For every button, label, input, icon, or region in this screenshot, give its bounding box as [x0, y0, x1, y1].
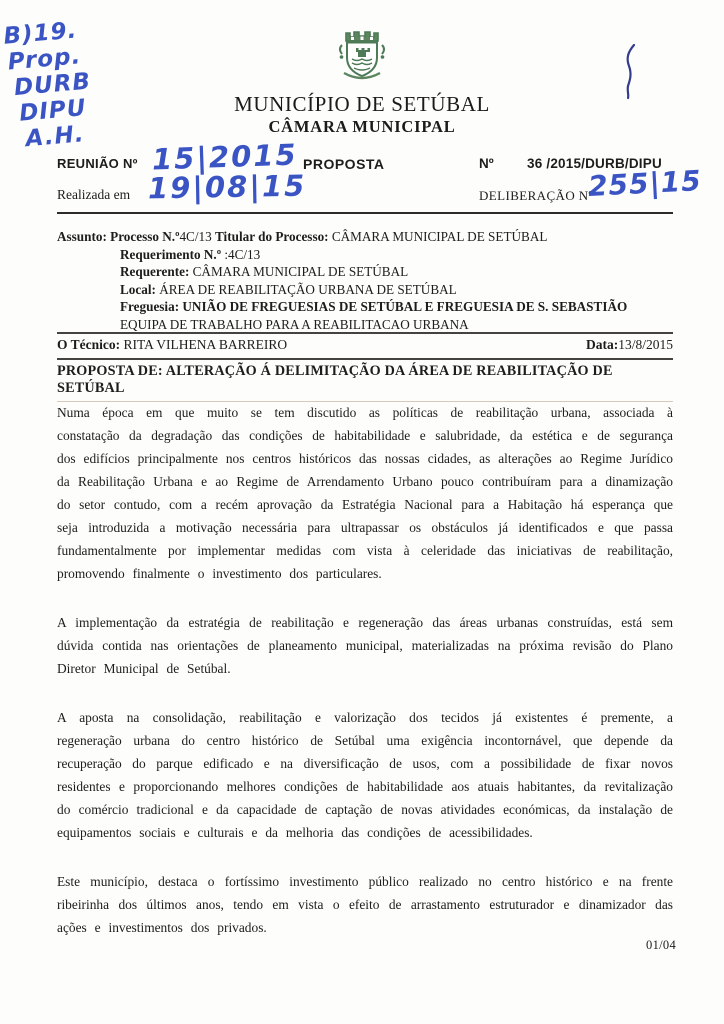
body-paragraph-3: A aposta na consolidação, reabilitação e valorização dos tecidos já existentes é premente, a regeneração urbana do centro histórico de Setúbal uma exigência incontornável, que depende da recuperação do parque edificado e na diversificação de usos, com a possibilidade de fixar novos residentes e proporcionando melhores condições de habitabilidade aos atuais habitantes, da revitalização do comércio tradicional e da capacidade de captação de novas atividades económicas, da instalação de equipamentos sociais e culturais e da melhoria das condições de acessibilidades.	[57, 710, 673, 840]
requerente-label: Requerente:	[120, 264, 190, 279]
proposta-numero-label: Nº	[479, 156, 494, 171]
reuniao-label: REUNIÃO Nº	[57, 156, 138, 171]
proposta-numero-value: 36 /2015/DURB/DIPU	[527, 156, 662, 171]
assunto-block	[57, 228, 673, 333]
municipality-title: MUNICÍPIO DE SETÚBAL	[234, 92, 490, 116]
assunto-line-freguesia	[120, 298, 673, 316]
assunto-line-equipa: EQUIPA DE TRABALHO PARA A REABILITACAO URBANA	[120, 316, 469, 332]
header-divider	[57, 212, 673, 214]
assunto-line-requerente	[120, 263, 673, 281]
handwritten-note-line: DURB	[13, 68, 92, 102]
body-paragraph-1: Numa época em que muito se tem discutido as políticas de reabilitação urbana, associada à constatação da degradação das condições de habitabilidade e salubridade, da estética e de segurança dos edifícios principalmente nos centros históricos das nossas cidades, as alterações ao Regime Jurídico da Reabilitação Urbana e ao Regime de Arrendamento Urbano pouco contribuíram para a dinamização do setor contudo, com a recém aprovação da Estratégia Nacional para a Habitação há esperança que seja introduzida a motivação necessária para ultrapassar os obstáculos já identificados e que passa fundamentalmente por implementar medidas com vista à celeridade das iniciativas de reabilitação, promovendo finalmente o investimento dos particulares.	[57, 405, 673, 581]
handwritten-note-line: DIPU	[18, 94, 88, 127]
freguesia-value: UNIÃO DE FREGUESIAS DE SETÚBAL E FREGUESIA DE S. SEBASTIÃO	[182, 299, 628, 314]
page-number: 01/04	[646, 938, 676, 952]
body-paragraph-2: A implementação da estratégia de reabilitação e regeneração das áreas urbanas construídas, está sem dúvida contida nas orientações de planeamento municipal, materializadas na próxima revisão do Plano Diretor Municipal de Setúbal.	[57, 615, 673, 676]
tecnico-row	[57, 337, 673, 353]
deliberacao-number-handwritten: 255|15	[587, 164, 703, 203]
handwritten-note-line: Prop.	[6, 43, 83, 76]
assunto-line-local	[120, 281, 673, 299]
reuniao-number-handwritten: 15|2015	[151, 137, 299, 177]
requerimento-value: :4C/13	[224, 246, 261, 262]
processo-value: 4C/13	[179, 229, 215, 244]
realizada-em-label: Realizada em	[57, 187, 131, 202]
data-value: 13/8/2015	[618, 337, 673, 352]
data-label: Data:	[585, 337, 619, 352]
titular-value: CÂMARA MUNICIPAL DE SETÚBAL	[328, 229, 548, 244]
processo-label: Processo N.º	[110, 229, 180, 244]
handwritten-note-line: B)19.	[2, 17, 79, 50]
assunto-label: Assunto:	[57, 229, 111, 244]
proposal-heading: PROPOSTA DE: ALTERAÇÃO Á DELIMITAÇÃO DA ÁREA DE REABILITAÇÃO DE SETÚBAL	[57, 363, 673, 402]
body-text	[57, 401, 673, 965]
setubal-coat-of-arms-icon	[336, 25, 388, 88]
realizada-em-date-handwritten: 19|08|15	[147, 168, 307, 206]
assunto-line-requerimento	[120, 246, 673, 264]
body-paragraph-4: Este município, destaca o fortíssimo investimento público realizado no centro histórico e na frente ribeirinha dos últimos anos, tendo em vista o efeito de arrastamento estruturador e dinamizador das ações e investimentos dos privados.	[57, 874, 673, 935]
department-title: CÂMARA MUNICIPAL	[268, 117, 456, 136]
deliberacao-label: DELIBERAÇÃO Nº	[479, 188, 593, 203]
assunto-divider	[57, 332, 673, 334]
freguesia-label: Freguesia:	[120, 299, 183, 314]
titular-label: Titular do Processo:	[215, 229, 329, 244]
local-label: Local:	[120, 281, 156, 297]
proposta-label: PROPOSTA	[303, 156, 385, 172]
assunto-line-processo	[57, 228, 673, 246]
data-cell	[586, 337, 673, 353]
handwritten-note-line: A.H.	[24, 121, 86, 153]
local-value: ÁREA DE REABILITAÇÃO URBANA DE SETÚBAL	[155, 281, 457, 297]
requerente-value: CÂMARA MUNICIPAL DE SETÚBAL	[189, 264, 409, 279]
requerimento-label: Requerimento N.º	[120, 246, 225, 262]
tecnico-divider	[57, 358, 673, 360]
tecnico-label: O Técnico:	[57, 337, 121, 352]
tecnico-name: RITA VILHENA BARREIRO	[120, 337, 288, 352]
tecnico-cell	[57, 337, 287, 353]
